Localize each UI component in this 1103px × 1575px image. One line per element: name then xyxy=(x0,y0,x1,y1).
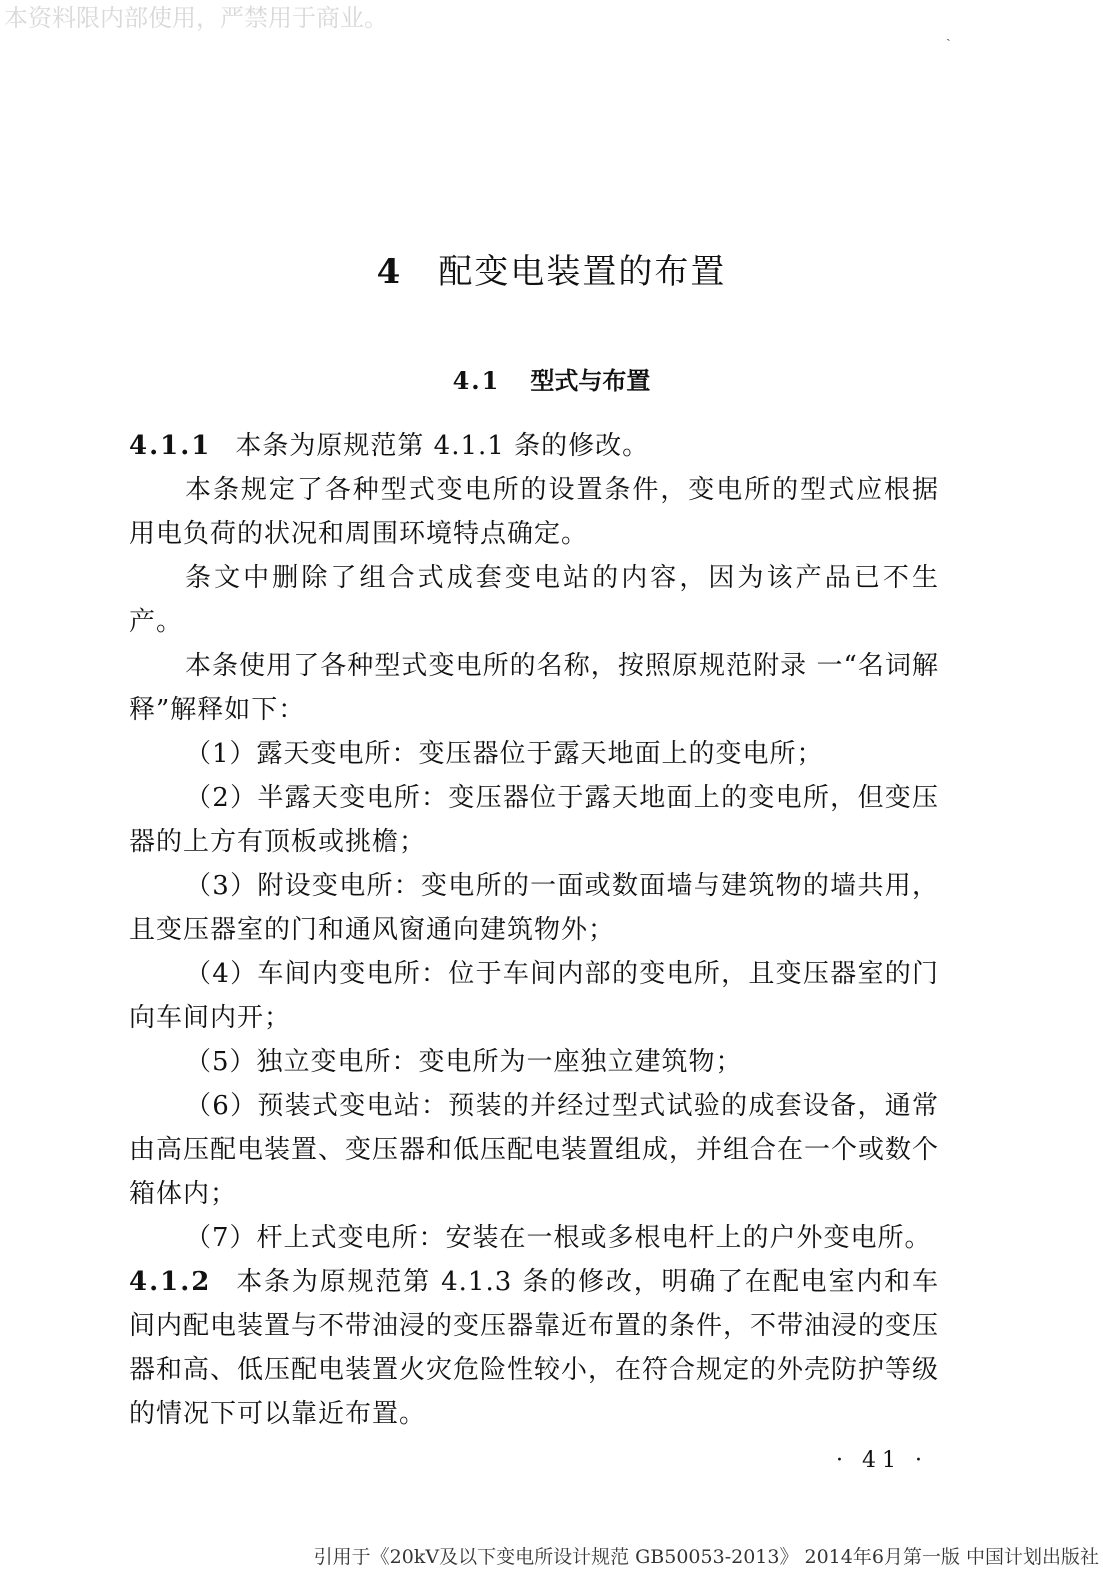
chapter-title-text: 配变电装置的布置 xyxy=(438,252,727,292)
definition-item: （4）车间内变电所：位于车间内部的变电所，且变压器室的门向车间内开； xyxy=(129,959,939,1033)
clause-4-1-2 xyxy=(129,1260,939,1436)
page-number: · 41 · xyxy=(836,1448,928,1473)
definition-item: （6）预装式变电站：预装的并经过型式试验的成套设备，通常由高压配电装置、变压器和低压配电装置组成，并组合在一个或数个箱体内； xyxy=(129,1091,940,1209)
citation-footer: 引用于《20kV及以下变电所设计规范 GB50053-2013》 2014年6月第一版 中国计划出版社 xyxy=(313,1546,1099,1568)
clause-text: 本条为原规范第 4.1.3 条的修改，明确了在配电室内和车间内配电装置与不带油浸的变压器靠近布置的条件，不带油浸的变压器和高、低压配电装置火灾危险性较小，在符合规定的外壳防护等级的情况下可以靠近布置。 xyxy=(129,1267,940,1429)
section-title xyxy=(0,364,1103,398)
clause-number: 4.1.1 xyxy=(129,431,212,461)
paragraph: 本条规定了各种型式变电所的设置条件，变电所的型式应根据用电负荷的状况和周围环境特点确定。 xyxy=(129,475,939,549)
definition-item: （2）半露天变电所：变压器位于露天地面上的变电所，但变压器的上方有顶板或挑檐； xyxy=(129,783,939,857)
paragraph: 本条使用了各种型式变电所的名称，按照原规范附录 一“名词解释”解释如下： xyxy=(129,651,939,725)
watermark-text: 本资料限内部使用，严禁用于商业。 xyxy=(4,4,388,32)
clause-text: 本条为原规范第 4.1.1 条的修改。 xyxy=(235,431,650,461)
body-text xyxy=(129,424,939,1436)
section-number: 4.1 xyxy=(452,366,501,395)
definition-item: （3）附设变电所：变电所的一面或数面墙与建筑物的墙共用，且变压器室的门和通风窗通向建筑物外； xyxy=(129,871,939,945)
definition-item: （5）独立变电所：变电所为一座独立建筑物； xyxy=(185,1047,743,1077)
chapter-number: 4 xyxy=(376,252,403,292)
scan-mark: ˏ xyxy=(946,26,951,42)
section-title-text: 型式与布置 xyxy=(530,366,651,395)
clause-4-1-1 xyxy=(129,424,939,468)
chapter-title xyxy=(0,250,1103,294)
definition-item: （1）露天变电所：变压器位于露天地面上的变电所； xyxy=(185,739,824,769)
clause-number: 4.1.2 xyxy=(129,1267,212,1297)
definition-item: （7）杆上式变电所：安装在一根或多根电杆上的户外变电所。 xyxy=(185,1223,932,1253)
paragraph: 条文中删除了组合式成套变电站的内容，因为该产品已不生产。 xyxy=(129,563,939,637)
